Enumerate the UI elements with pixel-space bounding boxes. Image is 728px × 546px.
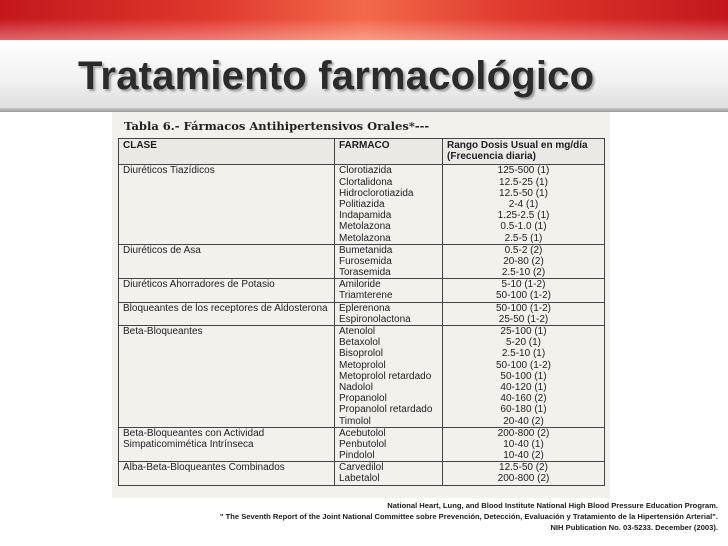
cell-dosis: 50-100 (1-2) <box>443 360 605 371</box>
cell-farmaco: Atenolol <box>335 326 443 338</box>
cell-clase: Bloqueantes de los receptores de Aldosterona <box>119 302 335 314</box>
table-row <box>119 360 605 371</box>
cell-clase <box>119 256 335 267</box>
cell-dosis: 200-800 (2) <box>443 473 605 485</box>
cell-clase <box>119 450 335 462</box>
table-row <box>119 199 605 210</box>
cell-dosis: 2-4 (1) <box>443 199 605 210</box>
cell-farmaco: Politiazida <box>335 199 443 210</box>
cell-farmaco: Bumetanida <box>335 244 443 256</box>
cell-clase <box>119 177 335 188</box>
cell-clase <box>119 473 335 485</box>
cell-farmaco: Nadolol <box>335 382 443 393</box>
cell-dosis: 12.5-50 (1) <box>443 188 605 199</box>
slide-title: Tratamiento farmacológico <box>78 54 595 98</box>
cell-farmaco: Espironolactona <box>335 314 443 326</box>
table-row <box>119 279 605 291</box>
cell-clase <box>119 188 335 199</box>
table-row <box>119 221 605 232</box>
cell-clase <box>119 221 335 232</box>
cell-dosis: 1.25-2.5 (1) <box>443 210 605 221</box>
cell-farmaco: Torasemida <box>335 267 443 279</box>
cell-farmaco: Amiloride <box>335 279 443 291</box>
cell-dosis: 2.5-5 (1) <box>443 233 605 245</box>
cell-clase: Diuréticos Tiazídicos <box>119 165 335 177</box>
cell-clase: Diuréticos Ahorradores de Potasio <box>119 279 335 291</box>
cell-dosis: 50-100 (1-2) <box>443 290 605 302</box>
cell-farmaco: Penbutolol <box>335 439 443 450</box>
table-row <box>119 188 605 199</box>
header-dosis-line2: (Frecuencia diaria) <box>447 151 536 163</box>
citation-line-1: National Heart, Lung, and Blood Institute National High Blood Pressure Education Program. <box>387 501 718 510</box>
table-row <box>119 267 605 279</box>
cell-farmaco: Propanolol retardado <box>335 404 443 415</box>
cell-dosis: 20-40 (2) <box>443 416 605 428</box>
cell-dosis: 25-100 (1) <box>443 326 605 338</box>
table-row <box>119 233 605 245</box>
cell-dosis: 60-180 (1) <box>443 404 605 415</box>
table-row <box>119 314 605 326</box>
cell-farmaco: Metoprolol retardado <box>335 371 443 382</box>
cell-dosis: 50-100 (1-2) <box>443 302 605 314</box>
cell-dosis: 40-160 (2) <box>443 393 605 404</box>
cell-farmaco: Carvedilol <box>335 462 443 474</box>
table-row <box>119 177 605 188</box>
table-row <box>119 450 605 462</box>
cell-farmaco: Furosemida <box>335 256 443 267</box>
header-dosis-line1: Rango Dosis Usual en mg/día <box>447 140 588 151</box>
table-row <box>119 473 605 485</box>
cell-clase <box>119 360 335 371</box>
citation-footer <box>28 500 718 533</box>
table-row <box>119 382 605 393</box>
header-dosis <box>443 139 605 165</box>
cell-farmaco: Indapamida <box>335 210 443 221</box>
header-clase: CLASE <box>119 139 335 165</box>
table-row <box>119 462 605 474</box>
table-row <box>119 326 605 338</box>
cell-clase <box>119 314 335 326</box>
table-row <box>119 393 605 404</box>
citation-line-3: NIH Publication No. 03-5233. December (2003). <box>550 523 718 532</box>
cell-dosis: 12.5-25 (1) <box>443 177 605 188</box>
table-row <box>119 165 605 177</box>
table-body <box>119 165 605 485</box>
cell-farmaco: Timolol <box>335 416 443 428</box>
cell-farmaco: Hidroclorotiazida <box>335 188 443 199</box>
table-row <box>119 439 605 450</box>
cell-farmaco: Metolazona <box>335 221 443 232</box>
cell-farmaco: Bisoprolol <box>335 348 443 359</box>
cell-dosis: 12.5-50 (2) <box>443 462 605 474</box>
cell-dosis: 10-40 (2) <box>443 450 605 462</box>
table-caption: Tabla 6.- Fármacos Antihipertensivos Orales*--- <box>124 119 430 133</box>
cell-dosis: 25-50 (1-2) <box>443 314 605 326</box>
cell-farmaco: Eplerenona <box>335 302 443 314</box>
cell-clase <box>119 199 335 210</box>
cell-clase <box>119 290 335 302</box>
drug-table <box>118 138 605 486</box>
cell-dosis: 125-500 (1) <box>443 165 605 177</box>
cell-dosis: 0.5-2 (2) <box>443 244 605 256</box>
cell-dosis: 20-80 (2) <box>443 256 605 267</box>
table-row <box>119 427 605 439</box>
cell-clase: Alba-Beta-Bloqueantes Combinados <box>119 462 335 474</box>
cell-clase <box>119 348 335 359</box>
table-row <box>119 404 605 415</box>
header-red-band <box>0 0 728 40</box>
cell-dosis: 2.5-10 (1) <box>443 348 605 359</box>
cell-dosis: 50-100 (1) <box>443 371 605 382</box>
table-row <box>119 210 605 221</box>
cell-clase <box>119 210 335 221</box>
cell-clase: Simpaticomimética Intrínseca <box>119 439 335 450</box>
table-header-row <box>119 139 605 165</box>
cell-dosis: 200-800 (2) <box>443 427 605 439</box>
table-row <box>119 337 605 348</box>
cell-clase <box>119 382 335 393</box>
cell-clase <box>119 404 335 415</box>
table-row <box>119 348 605 359</box>
cell-farmaco: Metolazona <box>335 233 443 245</box>
cell-clase <box>119 267 335 279</box>
cell-farmaco: Propanolol <box>335 393 443 404</box>
cell-clase: Beta-Bloqueantes con Actividad <box>119 427 335 439</box>
cell-clase <box>119 416 335 428</box>
cell-farmaco: Triamterene <box>335 290 443 302</box>
table-row <box>119 244 605 256</box>
cell-dosis: 40-120 (1) <box>443 382 605 393</box>
cell-dosis: 5-20 (1) <box>443 337 605 348</box>
table-row <box>119 371 605 382</box>
cell-dosis: 0.5-1.0 (1) <box>443 221 605 232</box>
cell-farmaco: Clorotiazida <box>335 165 443 177</box>
table-row <box>119 290 605 302</box>
cell-farmaco: Acebutolol <box>335 427 443 439</box>
table-row <box>119 416 605 428</box>
cell-clase <box>119 233 335 245</box>
cell-dosis: 10-40 (1) <box>443 439 605 450</box>
table-row <box>119 302 605 314</box>
cell-dosis: 2.5-10 (2) <box>443 267 605 279</box>
cell-farmaco: Betaxolol <box>335 337 443 348</box>
cell-farmaco: Labetalol <box>335 473 443 485</box>
cell-clase <box>119 393 335 404</box>
cell-clase <box>119 337 335 348</box>
cell-clase <box>119 371 335 382</box>
cell-farmaco: Clortalidona <box>335 177 443 188</box>
cell-clase: Beta-Bloqueantes <box>119 326 335 338</box>
cell-farmaco: Pindolol <box>335 450 443 462</box>
table-row <box>119 256 605 267</box>
cell-clase: Diuréticos de Asa <box>119 244 335 256</box>
header-farmaco: FARMACO <box>335 139 443 165</box>
citation-line-2: " The Seventh Report of the Joint National Committee sobre Prevención, Detección, Evaluación y Tratamiento de la Hipertensión Arterial". <box>219 512 718 521</box>
cell-farmaco: Metoprolol <box>335 360 443 371</box>
cell-dosis: 5-10 (1-2) <box>443 279 605 291</box>
